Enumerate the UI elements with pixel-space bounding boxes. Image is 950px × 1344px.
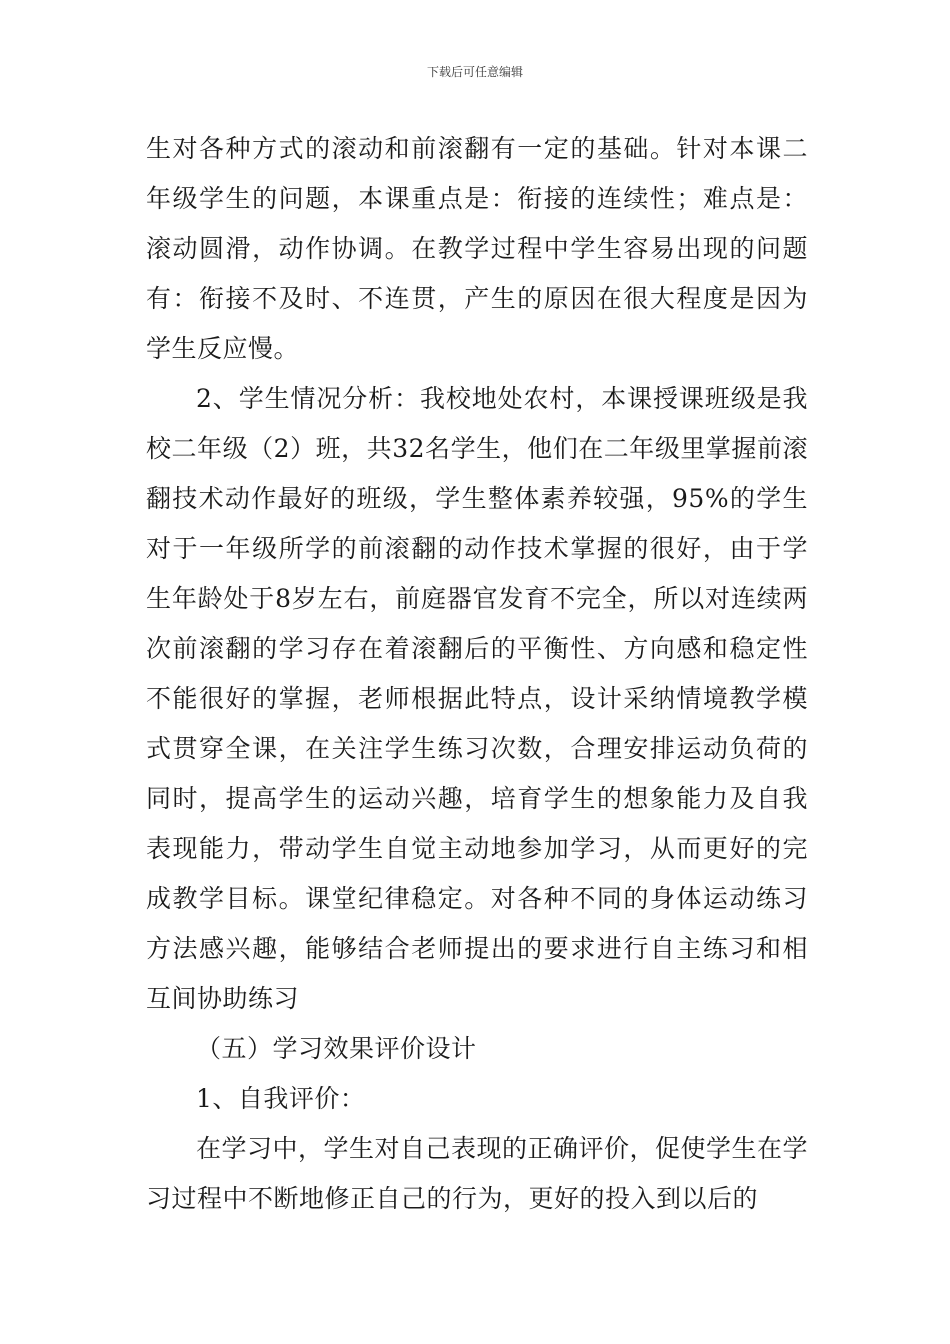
section-heading-evaluation: （五）学习效果评价设计 — [196, 1034, 477, 1063]
document-body — [146, 124, 808, 1224]
paragraph-self-evaluation: 在学习中，学生对自己表现的正确评价，促使学生在学习过程中不断地修正自己的行为，更好的投入到以后的 — [146, 1134, 809, 1213]
paragraph-continuation: 生对各种方式的滚动和前滚翻有一定的基础。针对本课二年级学生的问题，本课重点是：衔接的连续性；难点是：滚动圆滑，动作协调。在教学过程中学生容易出现的问题有：衔接不及时、不连贯，产生的原因在很大程度是因为学生反应慢。 — [146, 134, 808, 363]
subheading-self-evaluation: 1、自我评价： — [196, 1084, 366, 1113]
page-header-note: 下载后可任意编辑 — [426, 65, 523, 79]
paragraph-student-analysis: 2、学生情况分析：我校地处农村，本课授课班级是我校二年级（2）班，共32名学生，他们在二年级里掌握前滚翻技术动作最好的班级，学生整体素养较强，95%的学生对于一年级所学的前滚翻的动作技术掌握的很好，由于学生年龄处于8岁左右，前庭器官发育不完全，所以对连续两次前滚翻的学习存在着滚翻后的平衡性、方向感和稳定性不能很好的掌握，老师根据此特点，设计采纳情境教学模式贯穿全课，在关注学生练习次数，合理安排运动负荷的同时，提高学生的运动兴趣，培育学生的想象能力及自我表现能力，带动学生自觉主动地参加学习，从而更好的完成教学目标。课堂纪律稳定。对各种不同的身体运动练习方法感兴趣，能够结合老师提出的要求进行自主练习和相互间协助练习 — [146, 384, 808, 1013]
